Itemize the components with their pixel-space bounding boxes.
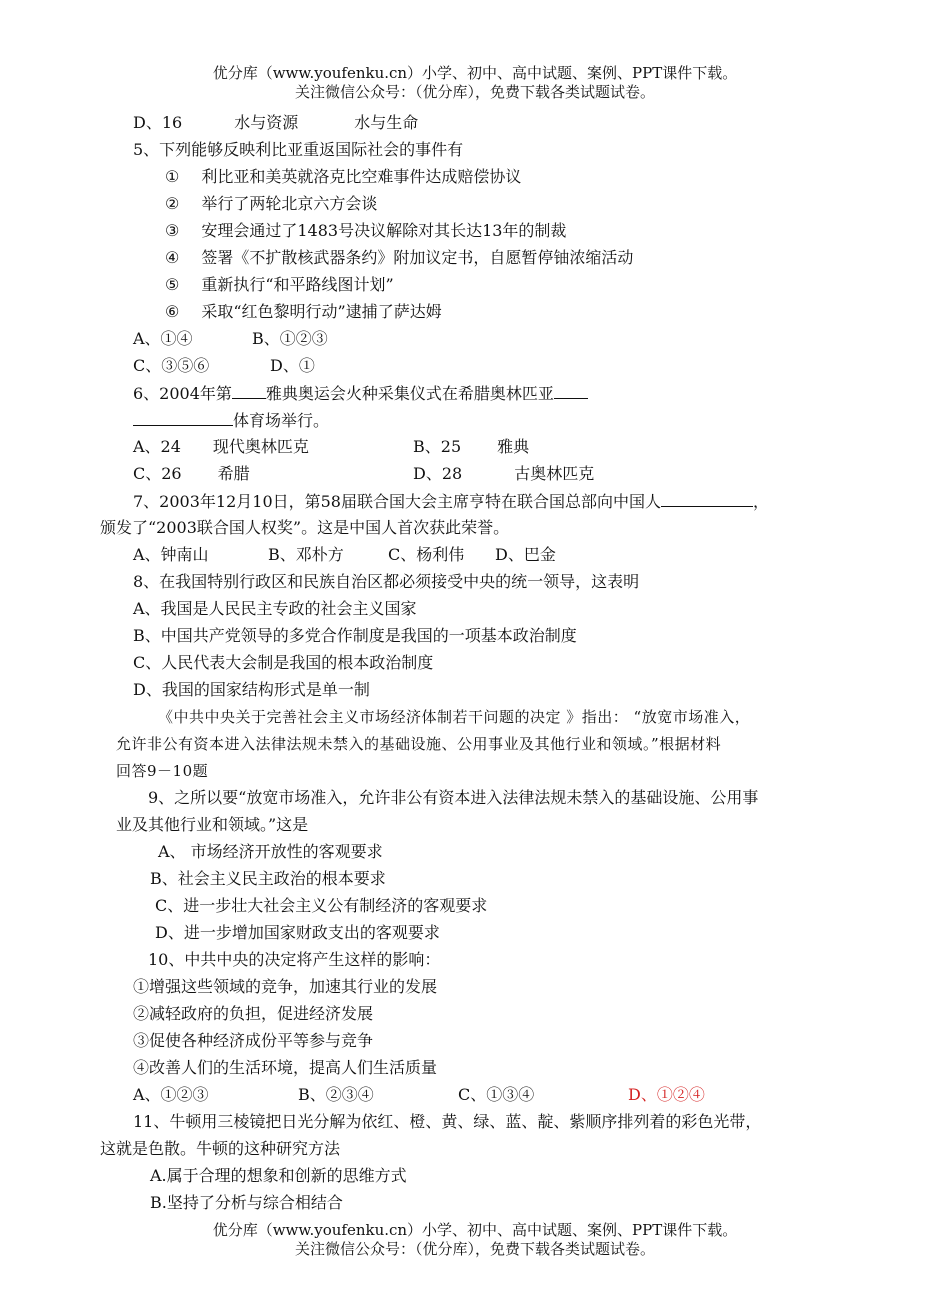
q4-option-d-letter: D、16 bbox=[133, 113, 183, 132]
q6-option-b-text: 雅典 bbox=[497, 437, 530, 456]
q5-item-number: ② bbox=[165, 194, 180, 213]
q8-option-a: A、我国是人民民主专政的社会主义国家 bbox=[133, 599, 417, 618]
q7-option-c: C、杨利伟 bbox=[388, 545, 465, 564]
q9-stem-line1: 9、之所以要“放宽市场准入，允许非公有资本进入法律法规未禁入的基础设施、公用事 bbox=[148, 788, 759, 807]
q11-stem-line2: 这就是色散。牛顿的这种研究方法 bbox=[100, 1139, 341, 1158]
q5-item-text: 采取“红色黎明行动”逮捕了萨达姆 bbox=[201, 302, 442, 321]
q6-option-a-letter: A、24 bbox=[133, 437, 181, 456]
q5-item bbox=[165, 193, 377, 215]
q6-option-d-letter: D、28 bbox=[413, 464, 463, 483]
q6-stem-part1: 6、2004年第 bbox=[133, 384, 232, 403]
q6-stem-line2 bbox=[133, 409, 329, 432]
q9-option-d: D、进一步增加国家财政支出的客观要求 bbox=[155, 923, 440, 942]
q5-option-c: C、③⑤⑥ bbox=[133, 356, 210, 375]
q10-stem: 10、中共中央的决定将产生这样的影响： bbox=[148, 950, 441, 969]
q6-stem-part3: 体育场举行。 bbox=[233, 411, 330, 430]
q6-blank-2 bbox=[554, 382, 588, 399]
q6-option-c-text: 希腊 bbox=[217, 464, 250, 483]
q7-stem-text: 7、2003年12月10日，第58届联合国大会主席亨特在联合国总部向中国人 bbox=[133, 492, 661, 511]
q5-item-number: ⑥ bbox=[165, 302, 180, 321]
q5-option-b: B、①②③ bbox=[252, 329, 328, 348]
q5-item-text: 签署《不扩散核武器条约》附加议定书，自愿暂停铀浓缩活动 bbox=[201, 248, 634, 267]
q6-blank-3 bbox=[133, 409, 233, 426]
q6-option-a bbox=[133, 436, 309, 458]
q9-option-c: C、进一步壮大社会主义公有制经济的客观要求 bbox=[155, 896, 488, 915]
q7-stem-end: ， bbox=[752, 492, 769, 511]
q8-option-c: C、人民代表大会制是我国的根本政治制度 bbox=[133, 653, 434, 672]
q5-item-text: 利比亚和美英就洛克比空难事件达成赔偿协议 bbox=[201, 167, 522, 186]
q7-stem-line2: 颁发了“2003联合国人权奖”。这是中国人首次获此荣誉。 bbox=[100, 518, 510, 537]
q11-stem-line1: 11、牛顿用三棱镜把日光分解为依红、橙、黄、绿、蓝、靛、紫顺序排列着的彩色光带， bbox=[133, 1112, 762, 1131]
q6-stem-line1 bbox=[133, 382, 588, 405]
q7-stem-line1 bbox=[133, 490, 769, 513]
q4-option-d-a: 水与资源 bbox=[234, 113, 299, 132]
q4-option-d-b: 水与生命 bbox=[354, 113, 419, 132]
page-header-line2: 关注微信公众号：（优分库），免费下载各类试题试卷。 bbox=[294, 83, 655, 101]
q8-stem: 8、在我国特别行政区和民族自治区都必须接受中央的统一领导，这表明 bbox=[133, 572, 640, 591]
q10-option-d-answer: D、①②④ bbox=[628, 1085, 705, 1104]
q10-item: ④改善人们的生活环境，提高人们生活质量 bbox=[133, 1058, 438, 1077]
q5-item bbox=[165, 301, 442, 323]
page-footer-line2: 关注微信公众号：（优分库），免费下载各类试题试卷。 bbox=[294, 1240, 655, 1258]
q5-option-d: D、① bbox=[270, 356, 315, 375]
q5-option-a: A、①④ bbox=[133, 329, 193, 348]
q6-option-b bbox=[413, 436, 529, 458]
q7-blank bbox=[661, 490, 753, 507]
q5-item bbox=[165, 274, 394, 296]
q7-option-a: A、钟南山 bbox=[133, 545, 209, 564]
q11-option-a: A.属于合理的想象和创新的思维方式 bbox=[150, 1166, 407, 1185]
q5-item bbox=[165, 220, 566, 242]
q5-stem: 5、下列能够反映利比亚重返国际社会的事件有 bbox=[133, 140, 464, 159]
q4-option-d bbox=[133, 112, 418, 134]
q6-option-d bbox=[413, 463, 594, 485]
material-line2: 允许非公有资本进入法律法规未禁入的基础设施、公用事业及其他行业和领域。”根据材料 bbox=[116, 735, 722, 753]
q11-option-b: B.坚持了分析与综合相结合 bbox=[150, 1193, 343, 1212]
q5-item-number: ③ bbox=[165, 221, 180, 240]
page-header-line1: 优分库（www.youfenku.cn）小学、初中、高中试题、案例、PPT课件下载。 bbox=[212, 64, 738, 82]
q5-item bbox=[165, 247, 633, 269]
q10-item: ①增强这些领域的竞争，加速其行业的发展 bbox=[133, 977, 438, 996]
q7-option-b: B、邓朴方 bbox=[268, 545, 344, 564]
q8-option-d: D、我国的国家结构形式是单一制 bbox=[133, 680, 370, 699]
q10-option-b: B、②③④ bbox=[298, 1085, 374, 1104]
material-line3: 回答9－10题 bbox=[116, 762, 209, 780]
q10-option-c: C、①③④ bbox=[458, 1085, 535, 1104]
q9-stem-line2: 业及其他行业和领域。”这是 bbox=[116, 815, 309, 834]
q5-item-text: 重新执行“和平路线图计划” bbox=[201, 275, 394, 294]
q6-option-c bbox=[133, 463, 250, 485]
q5-item bbox=[165, 166, 521, 188]
q8-option-b: B、中国共产党领导的多党合作制度是我国的一项基本政治制度 bbox=[133, 626, 577, 645]
q5-item-number: ① bbox=[165, 167, 180, 186]
q6-option-c-letter: C、26 bbox=[133, 464, 182, 483]
q6-stem-part2: 雅典奥运会火种采集仪式在希腊奥林匹亚 bbox=[265, 384, 554, 403]
q6-blank-1 bbox=[232, 382, 266, 399]
q5-item-text: 安理会通过了1483号决议解除对其长达13年的制裁 bbox=[201, 221, 567, 240]
q7-option-d: D、巴金 bbox=[495, 545, 556, 564]
page-footer-line1: 优分库（www.youfenku.cn）小学、初中、高中试题、案例、PPT课件下载。 bbox=[212, 1221, 738, 1239]
q9-option-b: B、社会主义民主政治的根本要求 bbox=[150, 869, 386, 888]
q5-item-text: 举行了两轮北京六方会谈 bbox=[201, 194, 378, 213]
q6-option-a-text: 现代奥林匹克 bbox=[212, 437, 309, 456]
q9-option-a: A、 市场经济开放性的客观要求 bbox=[158, 842, 383, 861]
material-line1: 《中共中央关于完善社会主义市场经济体制若干问题的决定 》指出： “放宽市场准入， bbox=[158, 708, 751, 726]
q10-item: ③促使各种经济成份平等参与竞争 bbox=[133, 1031, 374, 1050]
q10-item: ②减轻政府的负担，促进经济发展 bbox=[133, 1004, 374, 1023]
q5-item-number: ⑤ bbox=[165, 275, 180, 294]
q5-item-number: ④ bbox=[165, 248, 180, 267]
q10-option-a: A、①②③ bbox=[133, 1085, 209, 1104]
q6-option-d-text: 古奥林匹克 bbox=[514, 464, 595, 483]
q6-option-b-letter: B、25 bbox=[413, 437, 462, 456]
